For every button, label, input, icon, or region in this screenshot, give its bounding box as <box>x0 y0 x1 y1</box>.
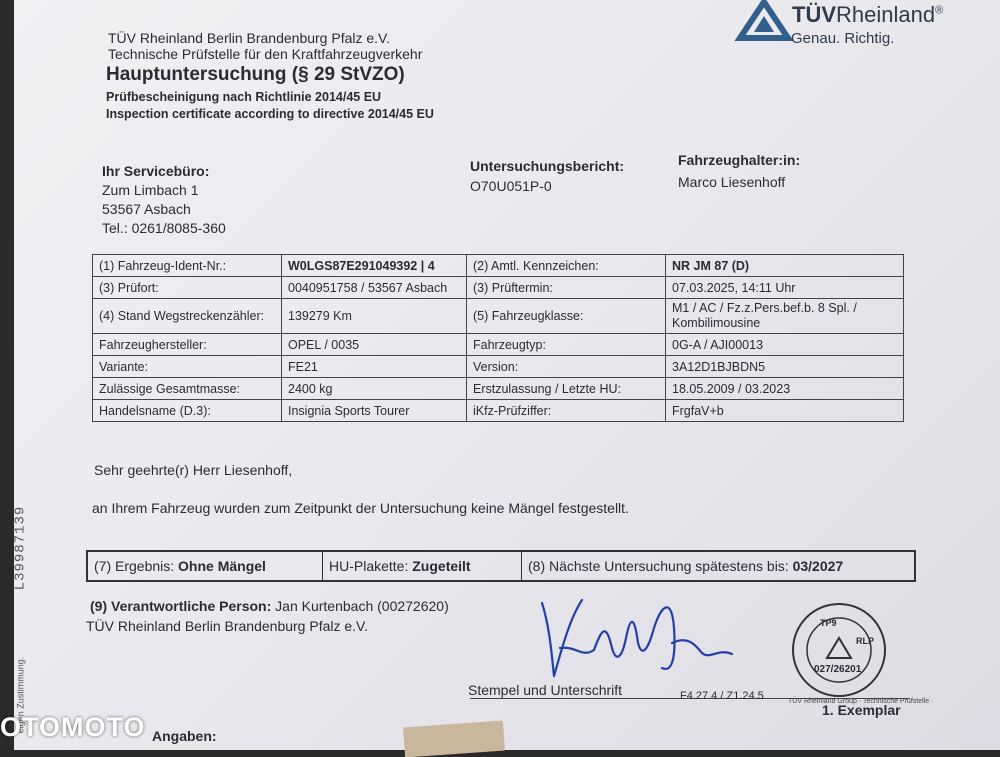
report-label: Untersuchungsbericht: <box>470 158 625 174</box>
side-serial-number: L39987139 <box>12 505 29 591</box>
table-label: Variante: <box>93 356 282 378</box>
table-value: FrgfaV+b <box>666 400 904 422</box>
table-label: iKfz-Prüfziffer: <box>467 400 666 422</box>
tuv-stamp-icon <box>784 600 894 700</box>
service-office-city: 53567 Asbach <box>102 201 191 217</box>
table-label: Erstzulassung / Letzte HU: <box>467 378 666 400</box>
table-row <box>93 277 904 299</box>
table-value: FE21 <box>282 356 467 378</box>
next-inspection-value: 03/2027 <box>792 558 844 574</box>
stamp-tp: TP9 <box>820 618 837 628</box>
side-small-text: eigen Zustimmung. <box>15 656 26 734</box>
footer-code: F4.27.4 / Z1.24.5 <box>680 690 764 702</box>
copy-label: 1. Exemplar <box>822 702 901 718</box>
subtitle-en: Inspection certificate according to directive 2014/45 EU <box>106 107 434 121</box>
table-value: 139279 Km <box>282 299 467 334</box>
paper-corner <box>403 721 505 757</box>
table-value: NR JM 87 (D) <box>666 255 904 277</box>
table-label: Fahrzeughersteller: <box>93 334 282 356</box>
subtitle-de: Prüfbescheinigung nach Richtlinie 2014/45 EU <box>106 90 382 104</box>
table-value: Insignia Sports Tourer <box>282 400 467 422</box>
table-value: M1 / AC / Fz.z.Pers.bef.b. 8 Spl. / Kombilimousine <box>666 299 904 334</box>
service-office-phone: Tel.: 0261/8085-360 <box>102 220 226 236</box>
table-value: OPEL / 0035 <box>282 334 467 356</box>
result-value: Ohne Mängel <box>178 558 266 574</box>
table-value: 2400 kg <box>282 378 467 400</box>
table-value: 18.05.2009 / 03.2023 <box>666 378 904 400</box>
stamp-label: Stempel und Unterschrift <box>468 682 623 698</box>
table-label: (4) Stand Wegstreckenzähler: <box>93 299 282 334</box>
result-box <box>86 550 916 582</box>
service-office-street: Zum Limbach 1 <box>102 182 199 198</box>
table-row <box>93 356 904 378</box>
letter-body: an Ihrem Fahrzeug wurden zum Zeitpunkt der Untersuchung keine Mängel festgestellt. <box>92 500 629 516</box>
table-value: 0040951758 / 53567 Asbach <box>282 277 467 299</box>
table-value: 3A12D1BJBDN5 <box>666 356 904 378</box>
logo-brand-rest: Rheinland <box>836 2 936 27</box>
table-row <box>93 400 904 422</box>
letter-salutation: Sehr geehrte(r) Herr Liesenhoff, <box>94 462 293 478</box>
next-inspection-cell <box>522 552 914 580</box>
vehicle-data-table <box>92 254 904 422</box>
table-row <box>93 334 904 356</box>
table-label: (2) Amtl. Kennzeichen: <box>467 255 666 277</box>
table-row <box>93 255 904 277</box>
table-row <box>93 378 904 400</box>
table-label: (1) Fahrzeug-Ident-Nr.: <box>93 255 282 277</box>
signature-icon <box>522 588 752 688</box>
logo-brand-bold: TÜV <box>792 2 836 27</box>
page-title: Hauptuntersuchung (§ 29 StVZO) <box>106 64 405 85</box>
responsible-org: TÜV Rheinland Berlin Brandenburg Pfalz e.V. <box>86 618 368 634</box>
service-office-label: Ihr Servicebüro: <box>102 163 210 179</box>
table-label: Fahrzeugtyp: <box>467 334 666 356</box>
table-value: W0LGS87E291049392 | 4 <box>282 255 467 277</box>
report-number: O70U051P-0 <box>470 178 552 194</box>
further-info-label: Angaben: <box>152 728 217 744</box>
result-label: (7) Ergebnis: <box>94 558 175 574</box>
plakette-cell <box>323 552 522 580</box>
table-value: 0G-A / AJI00013 <box>666 334 904 356</box>
table-label: (5) Fahrzeugklasse: <box>467 299 666 334</box>
stamp-rlp: RLP <box>856 636 874 646</box>
logo-brand <box>792 2 943 28</box>
certificate-paper <box>14 0 1000 750</box>
table-label: Handelsname (D.3): <box>93 400 282 422</box>
result-cell <box>88 552 323 580</box>
owner-name: Marco Liesenhoff <box>678 174 786 190</box>
owner-label: Fahrzeughalter:in: <box>678 152 801 168</box>
table-value: 07.03.2025, 14:11 Uhr <box>666 277 904 299</box>
org-line2: Technische Prüfstelle für den Kraftfahrzeugverkehr <box>108 46 423 62</box>
responsible-label: (9) Verantwortliche Person: <box>90 598 272 614</box>
org-line1: TÜV Rheinland Berlin Brandenburg Pfalz e.V. <box>108 30 390 46</box>
responsible-line <box>90 598 449 614</box>
next-inspection-label: (8) Nächste Untersuchung spätestens bis: <box>528 558 789 574</box>
tuv-logo-icon <box>738 0 790 40</box>
table-label: Version: <box>467 356 666 378</box>
stamp-code: 027/26201 <box>814 664 862 675</box>
table-label: Zulässige Gesamtmasse: <box>93 378 282 400</box>
table-label: (3) Prüftermin: <box>467 277 666 299</box>
stamp-outer-text: TÜV Rheinland Group · Technische Prüfstelle · <box>788 698 934 705</box>
logo-slogan: Genau. Richtig. <box>791 30 895 47</box>
logo-registered: ® <box>935 4 944 17</box>
otomoto-watermark: OTOMOTO <box>0 712 146 742</box>
table-row <box>93 299 904 334</box>
responsible-name: Jan Kurtenbach (00272620) <box>275 598 449 614</box>
plakette-value: Zugeteilt <box>412 558 471 574</box>
plakette-label: HU-Plakette: <box>329 558 409 574</box>
table-label: (3) Prüfort: <box>93 277 282 299</box>
